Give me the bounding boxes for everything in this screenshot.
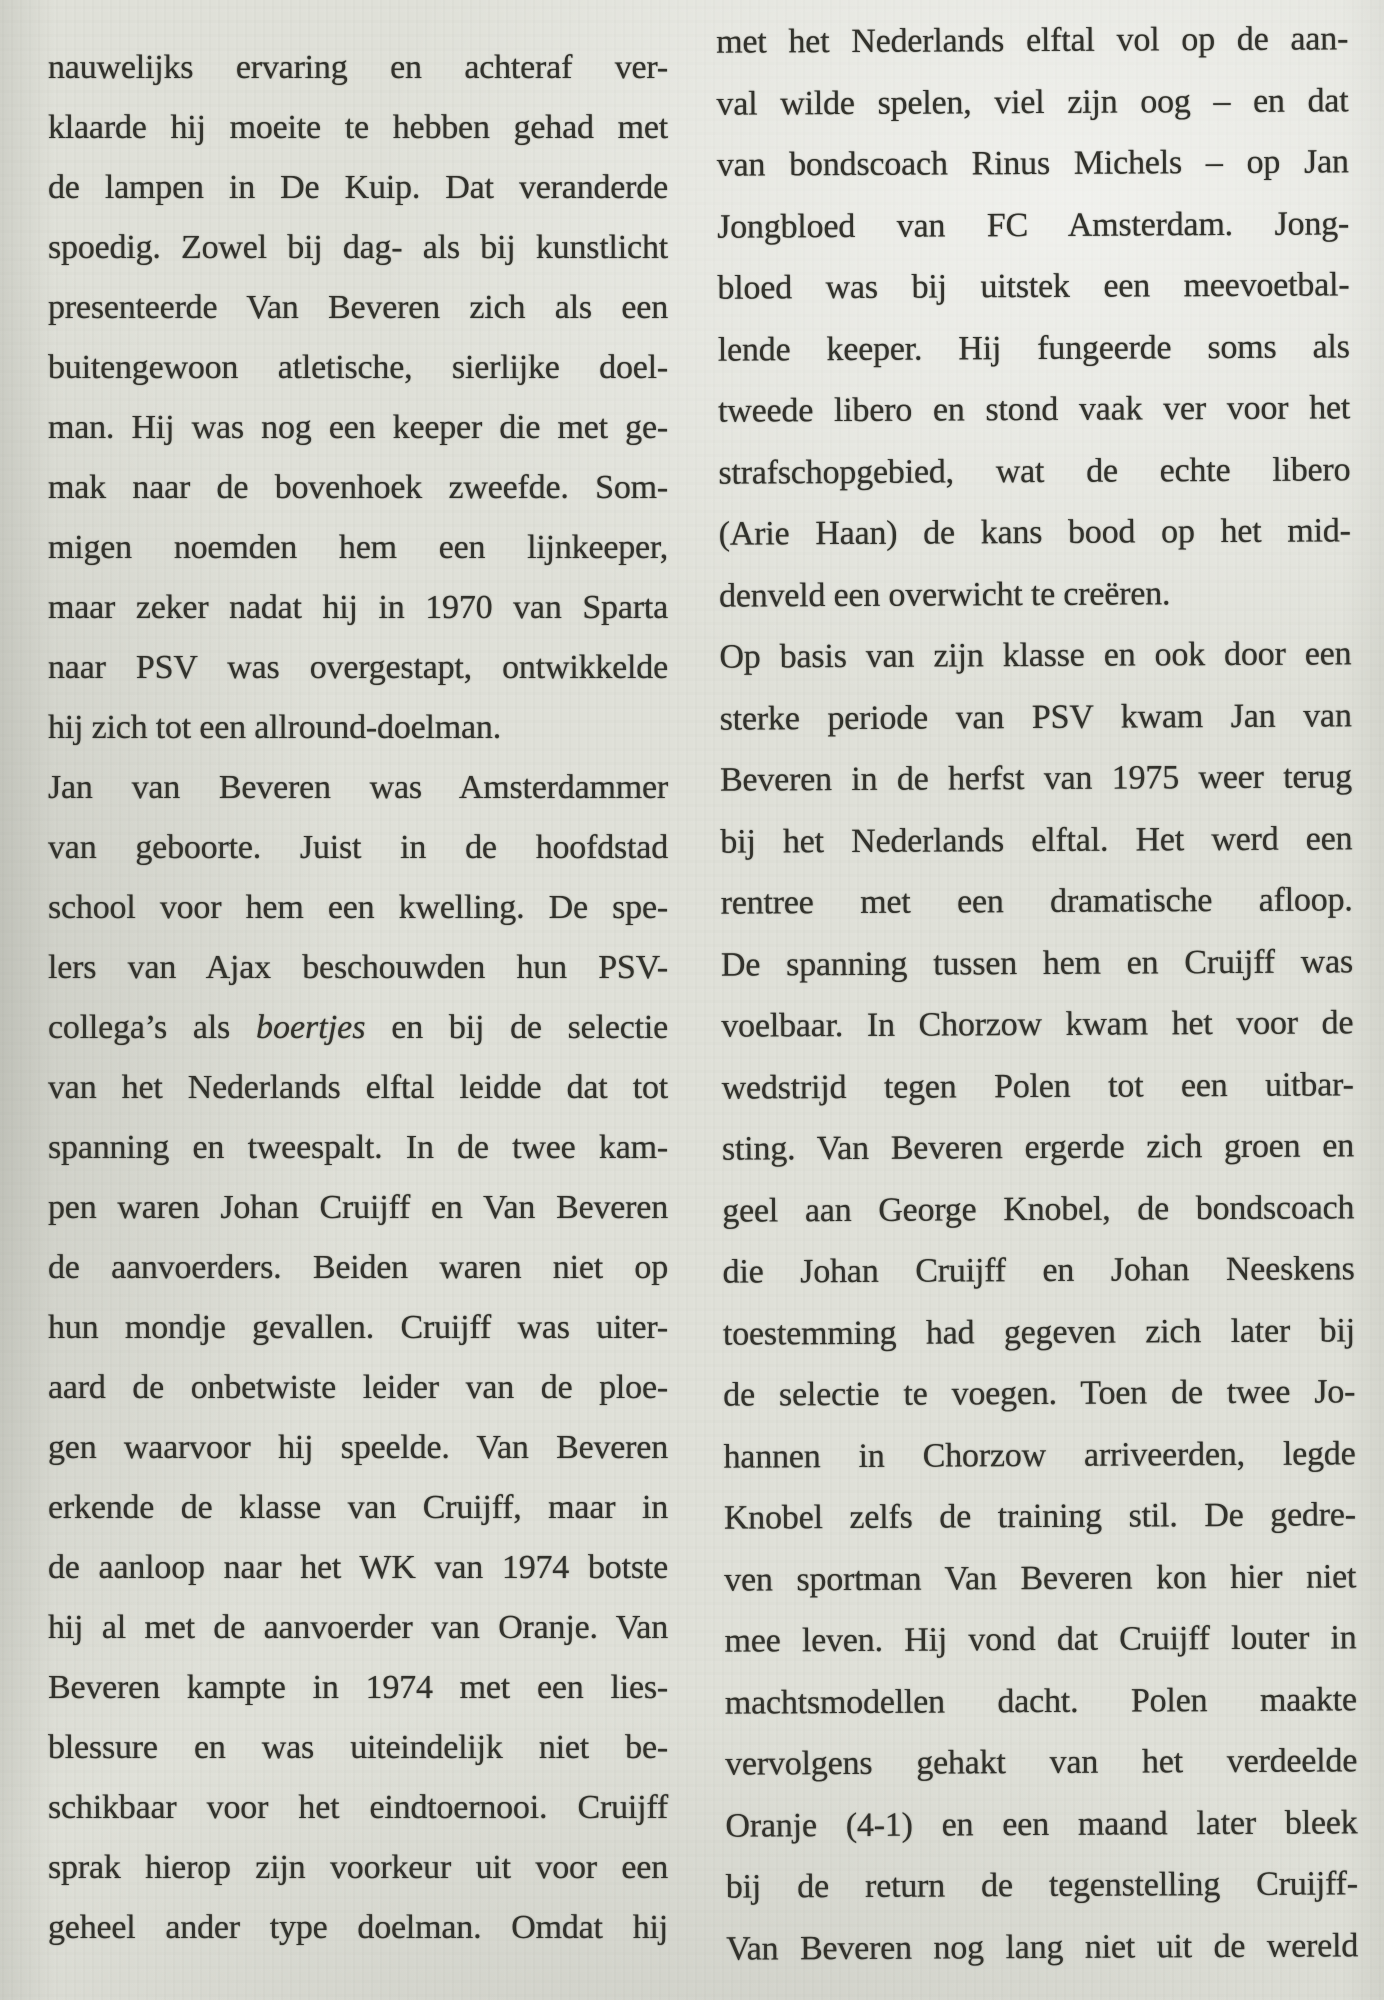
text-line: val wilde spelen, viel zijn oog – en dat [716, 81, 1349, 123]
text-line: Jongbloed van FC Amsterdam. Jong- [717, 204, 1350, 246]
text-line: geel aan George Knobel, de bondscoach [722, 1188, 1355, 1230]
text-line: hij zich tot een allround-doelman. [48, 709, 501, 746]
text-line: toestemming had gegeven zich later bij [722, 1311, 1356, 1353]
text-line: rentree met een dramatische afloop. [720, 881, 1353, 922]
text-line: presenteerde Van Beveren zich als een [48, 289, 668, 326]
text-line: (Arie Haan) de kans bood op het mid- [718, 512, 1351, 553]
text-line: die Johan Cruijff en Johan Neeskens [722, 1250, 1355, 1291]
text-line: erkende de klasse van Cruijff, maar in [48, 1489, 668, 1526]
text-line: Oranje (4-1) en een maand later bleek [725, 1803, 1358, 1845]
text-line: mee leven. Hij vond dat Cruijff louter in [724, 1619, 1357, 1660]
text-line: gen waarvoor hij speelde. Van Beveren [48, 1429, 668, 1466]
text-line: ven sportman Van Beveren kon hier niet [724, 1557, 1357, 1599]
text-line: tweede libero en stond vaak ver voor het [717, 389, 1351, 430]
text-line: naar PSV was overgestapt, ontwikkelde [48, 649, 668, 686]
text-line: sterke periode van PSV kwam Jan van [719, 696, 1352, 738]
text-line: hannen in Chorzow arriveerden, legde [723, 1434, 1356, 1476]
text-line: denveld een overwicht te creëren. [718, 574, 1171, 615]
text-line: man. Hij was nog een keeper die met ge- [48, 409, 668, 446]
text-line: voelbaar. In Chorzow kwam het voor de [721, 1004, 1354, 1045]
text-line: Op basis van zijn klasse en ook door een [719, 635, 1352, 676]
text-line: school voor hem een kwelling. De spe- [48, 889, 668, 926]
text-line: de selectie te voegen. Toen de twee Jo- [723, 1373, 1356, 1414]
text-line: de aanvoerders. Beiden waren niet op [48, 1249, 668, 1286]
text-column-right [716, 8, 1358, 1979]
text-line: sting. Van Beveren ergerde zich groen en [721, 1127, 1355, 1168]
text-line: De spanning tussen hem en Cruijff was [720, 942, 1354, 984]
text-line: vervolgens gehakt van het verdeelde [725, 1742, 1358, 1783]
text-line: de lampen in De Kuip. Dat veranderde [48, 169, 668, 206]
text-line: spoedig. Zowel bij dag- als bij kunstlicht [48, 229, 668, 266]
text-line: lende keeper. Hij fungeerde soms als [717, 327, 1350, 369]
text-line: lers van Ajax beschouwden hun PSV- [48, 949, 668, 986]
text-line: aard de onbetwiste leider van de ploe- [48, 1369, 668, 1406]
text-line: bij de return de tegenstelling Cruijff- [725, 1865, 1358, 1906]
text-line: pen waren Johan Cruijff en Van Beveren [48, 1189, 668, 1226]
text-line: strafschopgebied, wat de echte libero [718, 450, 1351, 492]
text-line: Beveren in de herfst van 1975 weer terug [719, 758, 1353, 799]
text-line: blessure en was uiteindelijk niet be- [48, 1729, 668, 1766]
text-line: maar zeker nadat hij in 1970 van Sparta [48, 589, 668, 626]
text-line: bij het Nederlands elftal. Het werd een [720, 819, 1353, 861]
text-line: hij al met de aanvoerder van Oranje. Van [48, 1609, 668, 1646]
text-line: wedstrijd tegen Polen tot een uitbar- [721, 1065, 1354, 1107]
text-line: Beveren kampte in 1974 met een lies- [48, 1669, 668, 1706]
text-line: geheel ander type doelman. Omdat hij [48, 1909, 668, 1946]
text-line: machtsmodellen dacht. Polen maakte [724, 1680, 1357, 1722]
text-line: van bondscoach Rinus Michels – op Jan [716, 143, 1349, 184]
text-line: buitengewoon atletische, sierlijke doel- [48, 349, 668, 386]
text-line: klaarde hij moeite te hebben gehad met [48, 109, 668, 146]
text-line: schikbaar voor het eindtoernooi. Cruijff [48, 1789, 668, 1826]
text-line: collega’s als boertjes en bij de selectie [48, 1009, 668, 1046]
text-line: nauwelijks ervaring en achteraf ver- [48, 49, 668, 86]
text-line: Knobel zelfs de training stil. De gedre- [723, 1496, 1356, 1537]
text-line: migen noemden hem een lijnkeeper, [48, 529, 668, 566]
text-line: spanning en tweespalt. In de twee kam- [48, 1129, 668, 1166]
text-column-left [48, 38, 668, 1958]
text-line: de aanloop naar het WK van 1974 botste [48, 1549, 668, 1586]
text-line: van geboorte. Juist in de hoofdstad [48, 829, 668, 866]
text-line: Van Beveren nog lang niet uit de wereld [726, 1926, 1359, 1968]
text-line: van het Nederlands elftal leidde dat tot [48, 1069, 668, 1106]
text-line: met het Nederlands elftal vol op de aan- [716, 20, 1349, 61]
text-line: bloed was bij uitstek een meevoetbal- [717, 266, 1350, 307]
text-line: mak naar de bovenhoek zweefde. Som- [48, 469, 668, 506]
text-line: hun mondje gevallen. Cruijff was uiter- [48, 1309, 668, 1346]
text-line: Jan van Beveren was Amsterdammer [48, 769, 668, 806]
text-line: sprak hierop zijn voorkeur uit voor een [48, 1849, 668, 1886]
